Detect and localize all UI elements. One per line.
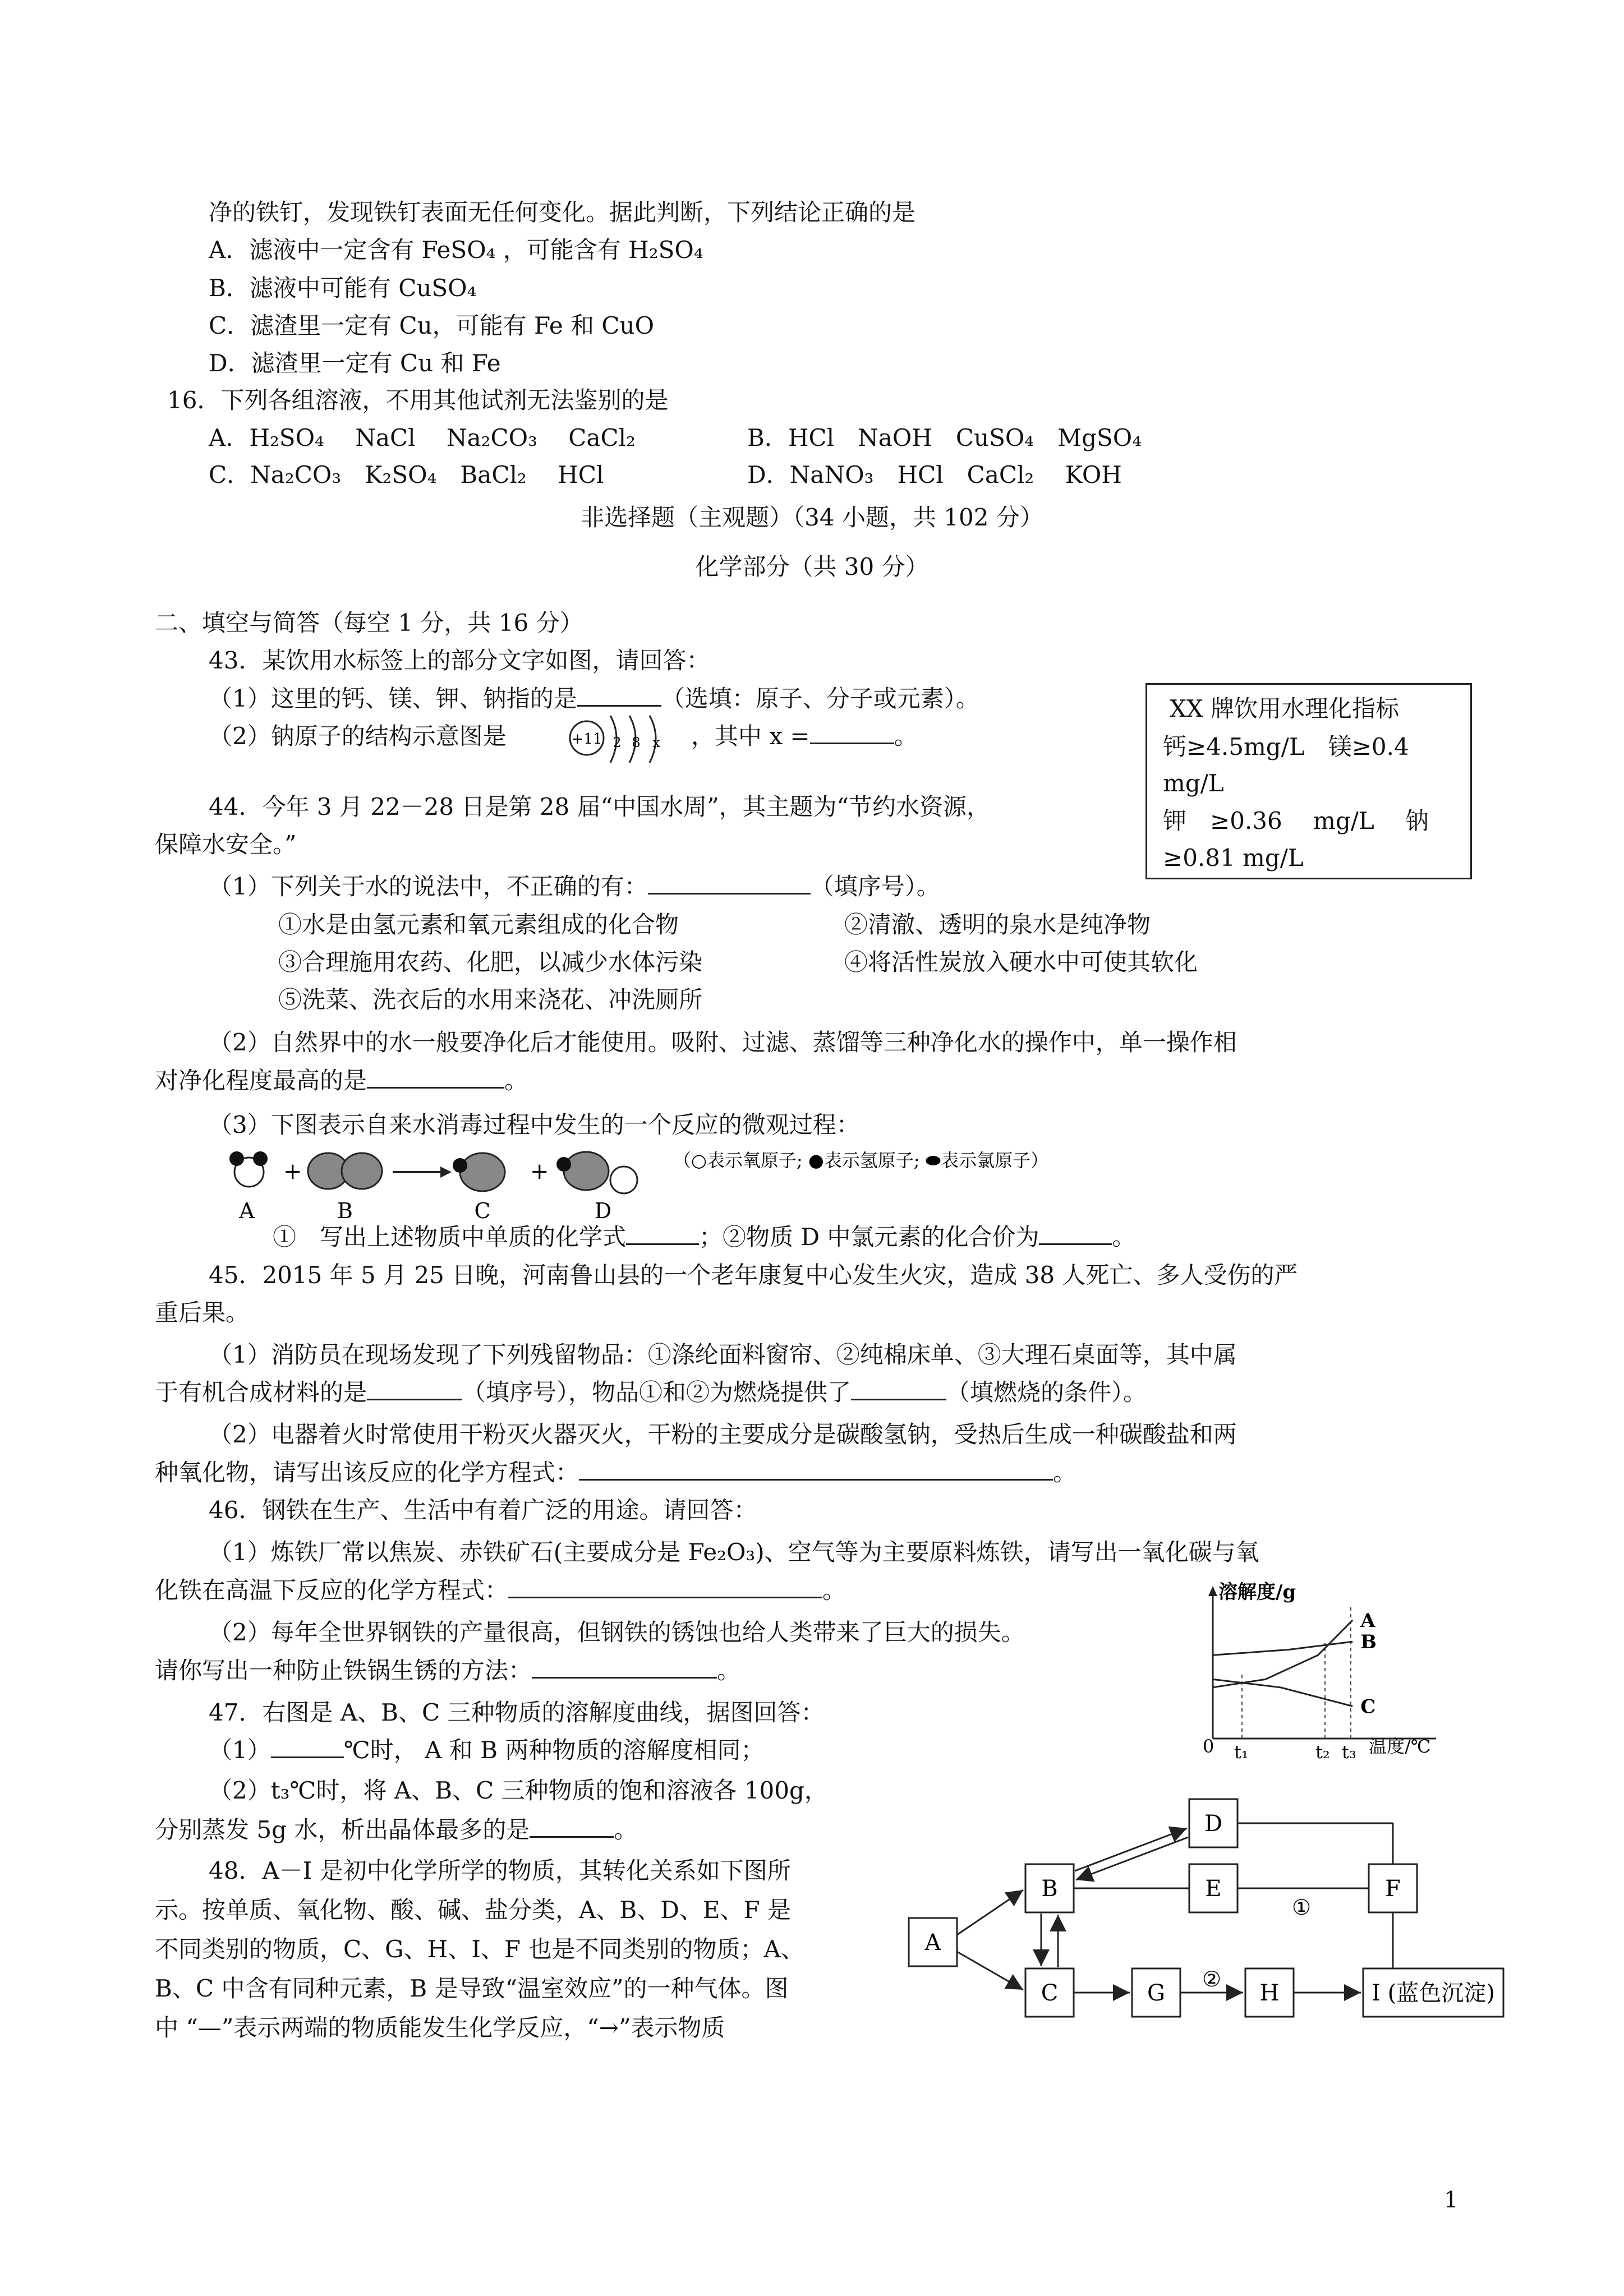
node-a-label: A	[924, 1930, 941, 1956]
q44-answer-blank-2[interactable]	[367, 1087, 504, 1089]
q47-part2-b	[155, 1818, 637, 1842]
node-d-label: D	[1204, 1811, 1223, 1837]
q44-part2-prefix: 对净化程度最高的是	[155, 1067, 367, 1094]
series-label-a: A	[1360, 1609, 1375, 1632]
curve-b	[1213, 1642, 1352, 1655]
q44-part3-question	[273, 1225, 1135, 1249]
molecule-c	[453, 1153, 505, 1191]
q47-part2-prefix: 分别蒸发 5g 水，析出晶体最多的是	[155, 1816, 530, 1843]
q46-part1-suffix: 。	[822, 1576, 846, 1604]
reaction-mark-2: ②	[1202, 1967, 1222, 1991]
q44-part3-prefix: ① 写出上述物质中单质的化学式	[273, 1223, 627, 1251]
q45-answer-blank-3[interactable]	[579, 1479, 1053, 1481]
water-label-box	[1145, 683, 1472, 879]
q45-part1-mid: （填序号），物品①和②为燃烧提供了	[462, 1378, 852, 1406]
q47-part2-suffix: 。	[614, 1816, 638, 1843]
oxygen-atom-icon	[610, 1167, 637, 1193]
chem-part-heading: 化学部分（共 30 分）	[695, 553, 929, 580]
q46-part2-b	[155, 1659, 740, 1682]
sodium-atom-diagram	[567, 711, 684, 773]
nucleus-label: +11	[571, 731, 602, 748]
page-number: 1	[1444, 2187, 1459, 2213]
q44-part1-suffix: （填序号）。	[810, 873, 940, 900]
q47-part1	[209, 1736, 765, 1764]
q47-answer-blank-2[interactable]	[530, 1836, 614, 1838]
q45-part2-a: （2）电器着火时常使用干粉灭火器灭火，干粉的主要成分是碳酸氢钠，受热后生成一种碳酸盐和两	[209, 1421, 1237, 1448]
q48-line-1: 48．A－I 是初中化学所学的物质，其转化关系如下图所	[209, 1857, 791, 1884]
q44-stem-b: 保障水安全。”	[155, 831, 297, 858]
series-label-b: B	[1360, 1631, 1377, 1654]
q44-stem-a: 44．今年 3 月 22－28 日是第 28 届“中国水周”，其主题为“节约水资源，	[209, 793, 991, 820]
q45-part1-prefix: 于有机合成材料的是	[155, 1378, 367, 1406]
q45-part2-suffix: 。	[1053, 1459, 1077, 1486]
q46-part1-prefix: 化铁在高温下反应的化学方程式：	[155, 1576, 509, 1604]
q45-answer-blank-1[interactable]	[367, 1399, 462, 1400]
q48-line-5: 中 “—”表示两端的物质能发生化学反应，“→”表示物质	[155, 2014, 725, 2041]
q15-option-b: B．滤液中可能有 CuSO₄	[209, 274, 477, 302]
shell-2-count: 8	[632, 735, 641, 750]
molecule-b-label: B	[337, 1198, 353, 1223]
atom-legend: （○表示氧原子; ●表示氢原子; ⬬表示氯原子）	[673, 1150, 1049, 1171]
q43-stem: 43．某饮用水标签上的部分文字如图，请回答：	[209, 647, 710, 674]
q16-option-c: C．Na₂CO₃ K₂SO₄ BaCl₂ HCl	[209, 461, 604, 488]
q43-part2-suffix: 。	[894, 722, 918, 750]
q44-statement-4: ④将活性炭放入硬水中可使其软化	[844, 948, 1198, 976]
q16-option-b: B．HCl NaOH CuSO₄ MgSO₄	[747, 424, 1142, 451]
q45-stem-b: 重后果。	[155, 1299, 250, 1326]
q44-statement-3: ③合理施用农药、化肥，以减少水体污染	[278, 948, 703, 976]
q46-part1-a: （1）炼铁厂常以焦炭、赤铁矿石(主要成分是 Fe₂O₃)、空气等为主要原料炼铁，请写出一氧化碳与氧	[209, 1538, 1259, 1566]
q45-part2-b	[155, 1461, 1076, 1484]
q47-part2-a: （2）t₃℃时，将 A、B、C 三种物质的饱和溶液各 100g，	[209, 1777, 828, 1804]
q16-stem: 16．下列各组溶液，不用其他试剂无法鉴别的是	[167, 386, 669, 414]
origin-label: 0	[1203, 1736, 1214, 1757]
q44-part2-a: （2）自然界中的水一般要净化后才能使用。吸附、过滤、蒸馏等三种净化水的操作中，单一操作相	[209, 1029, 1237, 1056]
node-g-label: G	[1147, 1980, 1165, 2006]
reaction-mark-1: ①	[1291, 1895, 1312, 1920]
reaction-arrowhead	[440, 1167, 452, 1178]
reaction-diagram	[224, 1144, 1049, 1228]
chlorine-atom-icon	[460, 1153, 505, 1191]
curve-group	[1213, 1610, 1377, 1718]
q44-answer-blank-1[interactable]	[648, 893, 811, 895]
y-axis-arrowhead	[1208, 1586, 1217, 1596]
arrow-d-to-b	[1076, 1837, 1188, 1880]
molecule-d-label: D	[594, 1198, 612, 1223]
q44-part2-b	[155, 1069, 528, 1092]
x-tick-t3: t₃	[1342, 1741, 1356, 1763]
x-tick-t2: t₂	[1315, 1741, 1330, 1763]
q46-answer-blank-2[interactable]	[532, 1677, 717, 1679]
q43-part1-prefix: （1）这里的钙、镁、钾、钠指的是	[209, 685, 577, 712]
q43-part2-mid: ，其中 x =	[691, 722, 810, 750]
label-title: XX 牌饮用水理化指标	[1170, 695, 1400, 722]
q46-part2-suffix: 。	[717, 1657, 741, 1684]
q44-part3: （3）下图表示自来水消毒过程中发生的一个反应的微观过程：	[209, 1111, 860, 1138]
hydrogen-atom-icon	[556, 1157, 571, 1172]
node-i-label: I (蓝色沉淀)	[1372, 1980, 1495, 2006]
q48-line-2: 示。按单质、氧化物、酸、碱、盐分类，A、B、D、E、F 是	[155, 1896, 792, 1924]
q16-option-d: D．NaNO₃ HCl CaCl₂ KOH	[747, 461, 1122, 488]
q45-part2-prefix: 种氧化物，请写出该反应的化学方程式：	[155, 1459, 579, 1486]
x-axis-label: 温度/℃	[1369, 1736, 1431, 1757]
q43-answer-blank-1[interactable]	[577, 705, 661, 707]
q46-answer-blank-1[interactable]	[508, 1597, 822, 1598]
q44-statement-5: ⑤洗菜、洗衣后的水用来浇花、冲洗厕所	[278, 986, 703, 1013]
nonselect-heading: 非选择题（主观题）（34 小题，共 102 分）	[581, 504, 1043, 531]
label-line-4: ≥0.81 mg/L	[1163, 844, 1304, 872]
hydrogen-atom-icon	[253, 1151, 268, 1166]
arrow-a-to-b	[957, 1890, 1023, 1935]
q15-option-d: D．滤渣里一定有 Cu 和 Fe	[209, 349, 501, 377]
molecule-a-label: A	[239, 1198, 255, 1223]
chlorine-atom-icon	[342, 1153, 382, 1189]
label-line-3: 钾 ≥0.36 mg/L 钠	[1163, 807, 1429, 835]
q44-part1-prefix: （1）下列关于水的说法中，不正确的有：	[209, 873, 648, 900]
arrow-b-to-d	[1075, 1828, 1187, 1871]
hydrogen-atom-icon	[453, 1158, 467, 1173]
node-f-label: F	[1385, 1876, 1401, 1902]
q47-answer-blank-1[interactable]	[271, 1756, 344, 1758]
q43-answer-blank-2[interactable]	[810, 743, 894, 744]
q43-part1-suffix: （选填：原子、分子或元素）。	[661, 685, 979, 712]
q44-statement-1: ①水是由氢元素和氧元素组成的化合物	[278, 911, 679, 938]
molecule-a	[229, 1151, 268, 1187]
q45-stem-a: 45．2015 年 5 月 25 日晚，河南鲁山县的一个老年康复中心发生火灾，造成 38 人死亡、多人受伤的严	[209, 1261, 1298, 1289]
section2-heading: 二、填空与简答（每空 1 分，共 16 分）	[155, 609, 583, 637]
q44-statement-2: ②清澈、透明的泉水是纯净物	[844, 911, 1151, 938]
x-tick-t1: t₁	[1234, 1741, 1249, 1763]
q43-part1	[209, 687, 979, 711]
shell-3-count: x	[652, 735, 660, 750]
q46-part2-a: （2）每年全世界钢铁的产量很高，但钢铁的锈蚀也给人类带来了巨大的损失。	[209, 1619, 1025, 1646]
plus-sign-2: +	[530, 1159, 549, 1184]
q44-part1	[209, 875, 940, 898]
q45-answer-blank-2[interactable]	[851, 1399, 946, 1400]
q46-part1-b	[155, 1576, 846, 1604]
q44-part3-mid: ；②物质 D 中氯元素的化合价为	[699, 1223, 1039, 1251]
q45-part1-a: （1）消防员在现场发现了下列残留物品：①涤纶面料窗帘、②纯棉床单、③大理石桌面等，其中属	[209, 1341, 1237, 1368]
series-label-c: C	[1360, 1695, 1376, 1718]
hydrogen-atom-icon	[229, 1151, 244, 1166]
q15-stem-tail: 净的铁钉，发现铁钉表面无任何变化。据此判断，下列结论正确的是	[209, 199, 916, 226]
q15-option-c: C．滤渣里一定有 Cu，可能有 Fe 和 CuO	[209, 312, 655, 339]
q15-option-a: A．滤液中一定含有 FeSO₄ ，可能含有 H₂SO₄	[209, 236, 703, 264]
y-axis-label: 溶解度/g	[1218, 1581, 1296, 1603]
q45-part1-suffix: （填燃烧的条件）。	[946, 1378, 1147, 1406]
plus-sign-1: +	[283, 1159, 302, 1184]
solubility-chart	[1195, 1582, 1475, 1761]
q47-stem: 47．右图是 A、B、C 三种物质的溶解度曲线，据图回答：	[209, 1699, 825, 1726]
q46-part2-prefix: 请你写出一种防止铁锅生锈的方法：	[155, 1657, 532, 1684]
q47-part1-suffix: ℃时， A 和 B 两种物质的溶解度相同；	[343, 1736, 765, 1764]
shell-1-count: 2	[613, 735, 622, 750]
q16-option-a: A．H₂SO₄ NaCl Na₂CO₃ CaCl₂	[209, 424, 636, 451]
arrow-a-to-c	[957, 1952, 1023, 1990]
q43-part2-rest	[691, 722, 918, 750]
q47-part1-prefix: （1）	[209, 1736, 271, 1764]
q43-part2-prefix: （2）钠原子的结构示意图是	[209, 722, 507, 750]
q44-answer-blank-3[interactable]	[626, 1243, 699, 1245]
molecule-b	[308, 1153, 382, 1189]
molecule-d	[556, 1152, 637, 1193]
node-b-label: B	[1041, 1876, 1058, 1902]
label-line-2: mg/L	[1163, 769, 1224, 797]
molecule-c-label: C	[474, 1198, 491, 1223]
q44-answer-blank-4[interactable]	[1039, 1243, 1112, 1245]
q45-part1-b	[155, 1378, 1147, 1406]
q46-stem: 46．钢铁在生产、生活中有着广泛的用途。请回答：	[209, 1496, 757, 1524]
node-e-label: E	[1205, 1876, 1222, 1902]
chlorine-atom-icon	[564, 1152, 609, 1190]
node-h-label: H	[1259, 1980, 1280, 2006]
conversion-flow-diagram	[909, 1789, 1526, 2047]
q44-part3-suffix: 。	[1112, 1223, 1136, 1251]
node-c-label: C	[1041, 1980, 1059, 2006]
q48-line-3: 不同类别的物质，C、G、H、I、F 也是不同类别的物质；A、	[155, 1935, 804, 1963]
q48-line-4: B、C 中含有同种元素，B 是导致“温室效应”的一种气体。图	[155, 1975, 789, 2002]
label-line-1: 钙≥4.5mg/L 镁≥0.4	[1163, 733, 1409, 760]
q44-part2-suffix: 。	[504, 1067, 528, 1094]
